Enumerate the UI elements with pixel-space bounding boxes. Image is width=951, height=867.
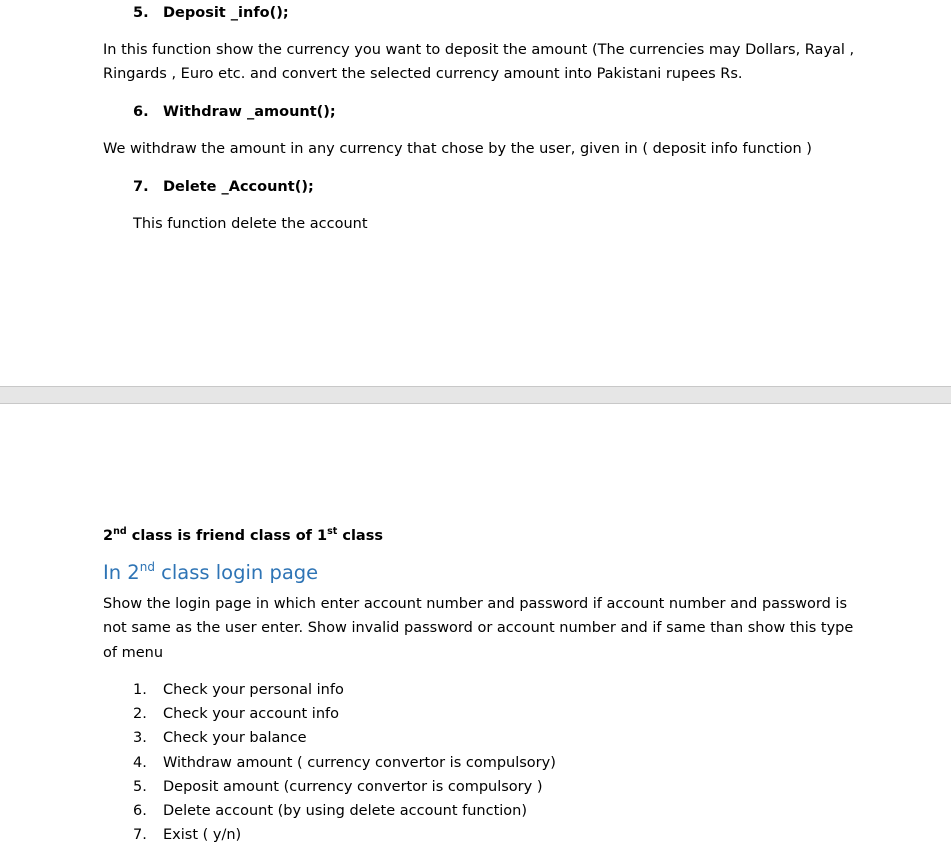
list-number: 3. [133,730,147,746]
list-item [133,754,556,772]
paragraph-line: Show the login page in which enter account number and password if account number and password is [103,596,848,612]
list-number: 5. [133,5,149,21]
paragraph-line: of menu [103,645,164,661]
list-text: Check your personal info [163,682,344,698]
section-heading [103,561,318,584]
heading-part: In 2 [103,561,140,584]
list-item [133,778,542,796]
list-item [133,681,344,699]
list-number: 1. [133,682,147,698]
list-text: Check your balance [163,730,307,746]
page-break-gap [0,386,951,404]
text-part: class is friend class of 1 [126,528,328,544]
function-title: Deposit _info(); [163,5,289,21]
list-item-withdraw-amount [133,103,336,121]
list-number: 6. [133,104,149,120]
list-text: Exist ( y/n) [163,827,242,843]
list-item [133,802,527,820]
function-title: Withdraw _amount(); [163,104,336,120]
list-text: Delete account (by using delete account function) [163,803,528,819]
heading-part: class login page [154,561,319,584]
list-number: 7. [133,179,149,195]
list-number: 2. [133,706,147,722]
list-number: 5. [133,779,147,795]
paragraph-line: We withdraw the amount in any currency that chose by the user, given in ( deposit info function ) [103,141,812,157]
list-item-delete-account [133,178,314,196]
paragraph-line: Ringards , Euro etc. and convert the selected currency amount into Pakistani rupees Rs. [103,66,743,82]
text-part: class [337,528,383,544]
paragraph-line: This function delete the account [133,216,368,232]
superscript: nd [139,560,155,574]
superscript: st [327,526,338,537]
paragraph-line: not same as the user enter. Show invalid password or account number and if same than show this type [103,620,854,636]
text-part: 2 [103,528,114,544]
list-number: 7. [133,827,147,843]
friend-class-line [103,527,383,545]
list-item [133,729,307,747]
list-item-deposit-info [133,4,289,22]
paragraph-line: In this function show the currency you want to deposit the amount (The currencies may Dollars, Rayal , [103,42,855,58]
superscript: nd [113,526,127,537]
list-text: Withdraw amount ( currency convertor is compulsory) [163,755,556,771]
function-title: Delete _Account(); [163,179,314,195]
list-item [133,705,339,723]
list-item [133,826,241,844]
list-number: 4. [133,755,147,771]
list-number: 6. [133,803,147,819]
list-text: Deposit amount (currency convertor is compulsory ) [163,779,543,795]
list-text: Check your account info [163,706,339,722]
